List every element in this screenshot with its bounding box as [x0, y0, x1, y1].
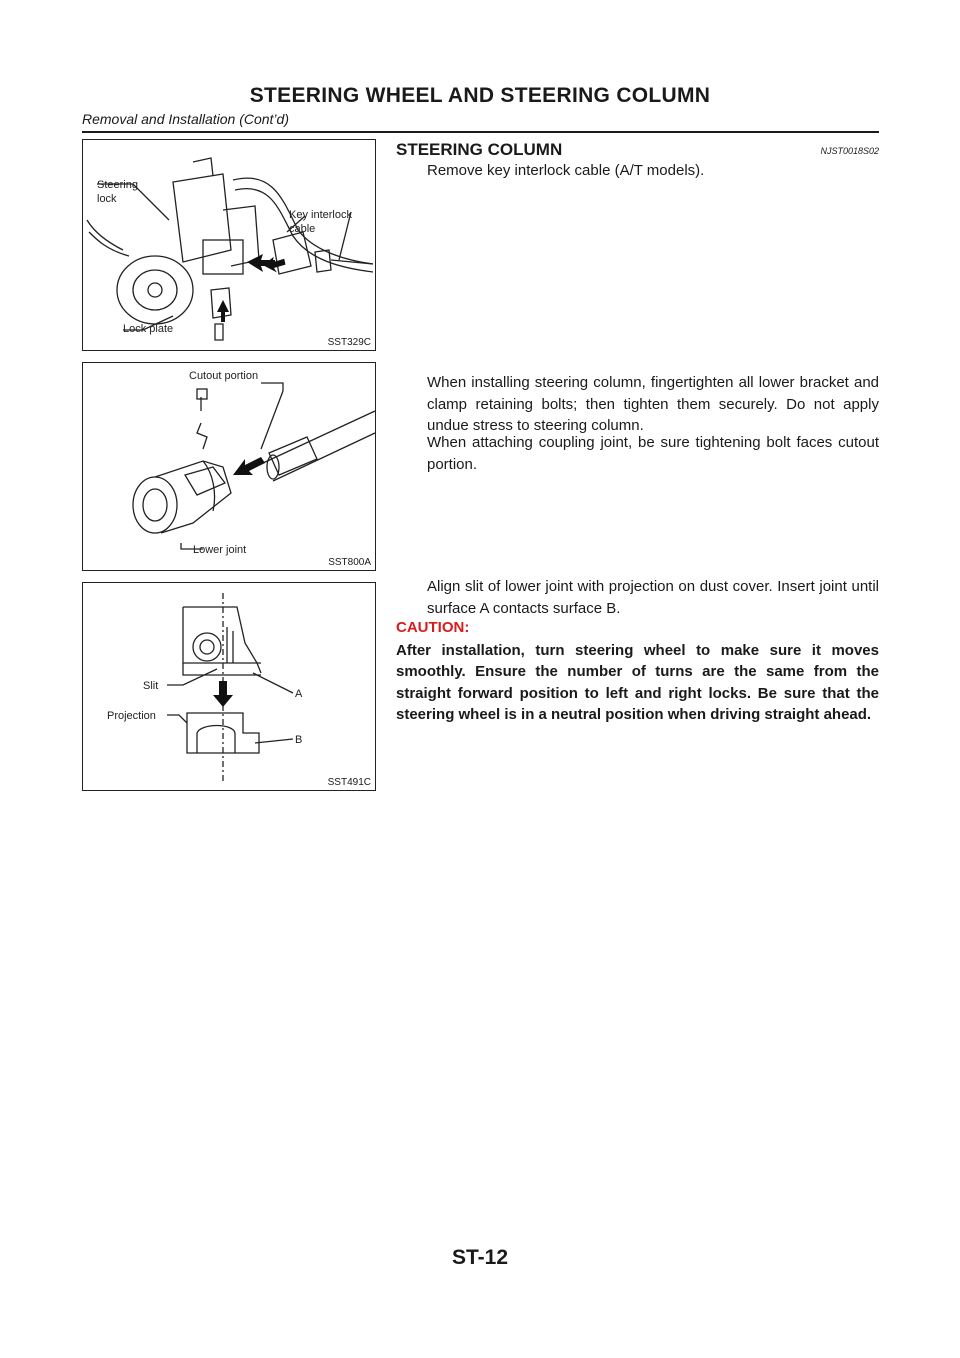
caution-label: CAUTION: [396, 619, 470, 636]
paragraph-remove-cable: Remove key interlock cable (A/T models). [427, 162, 705, 179]
figure-code: SST800A [328, 557, 371, 568]
paragraph-install-column: When installing steering column, fingertighten all lower bracket and clamp retaining bolts; then tighten them securely. Do not apply undue stress to steering column. [427, 374, 879, 434]
slit-projection-illustration [83, 583, 377, 792]
figure-slit-projection [82, 582, 376, 791]
figure-steering-lock [82, 139, 376, 351]
label-cutout-portion: Cutout portion [189, 370, 259, 382]
label-lock-plate: Lock plate [123, 323, 174, 335]
label-key-interlock: Key interlock [289, 209, 352, 221]
paragraph-coupling-joint: When attaching coupling joint, be sure tightening bolt faces cutout portion. [427, 434, 879, 473]
caution-text: After installation, turn steering wheel to make sure it moves smoothly. Ensure the number of turns are the same from the straight forward position to left and right locks. Be sure that the steering wheel is in a neutral position when driving straight ahead. [396, 642, 879, 723]
label-b: B [295, 734, 303, 746]
steering-lock-illustration [83, 140, 377, 352]
page-subtitle: Removal and Installation (Cont’d) [82, 111, 289, 127]
label-a: A [295, 688, 303, 700]
page-title: STEERING WHEEL AND STEERING COLUMN [249, 84, 711, 107]
figure-code: SST329C [327, 337, 371, 348]
page-number: ST-12 [451, 1246, 509, 1269]
label-lower-joint: Lower joint [193, 544, 247, 556]
figure-lower-joint [82, 362, 376, 571]
section-heading: STEERING COLUMN [396, 140, 563, 159]
header-rule [82, 131, 879, 133]
figure-code: SST491C [327, 777, 371, 788]
lower-joint-illustration [83, 363, 377, 572]
section-ref-code: NJST0018S02 [820, 146, 879, 156]
paragraph-align-slit: Align slit of lower joint with projection on dust cover. Insert joint until surface A contacts surface B. [427, 578, 879, 617]
label-steering: Steering [97, 179, 138, 191]
label-cable: cable [289, 223, 316, 235]
label-slit: Slit [143, 680, 159, 692]
label-lock: lock [97, 193, 117, 205]
label-projection: Projection [107, 710, 156, 722]
